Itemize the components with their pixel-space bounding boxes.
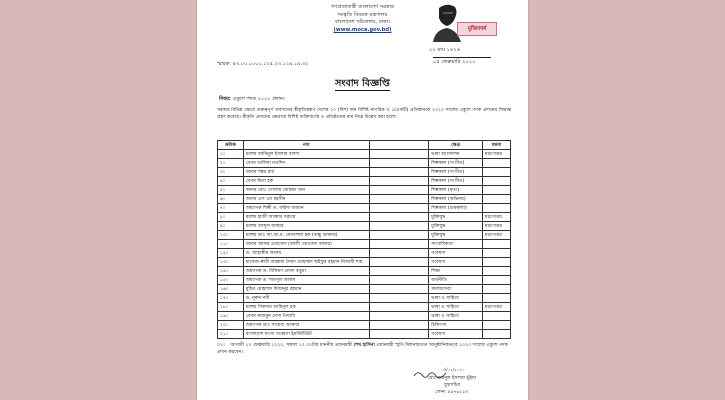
row-serial: ৬। xyxy=(218,195,244,204)
row-serial: ১১। xyxy=(218,240,244,249)
table-row xyxy=(218,150,511,159)
paragraph-number: ০২। xyxy=(217,343,225,348)
row-blank xyxy=(369,186,428,195)
row-name: অধ্যাপক ড. শামসুল আলম xyxy=(243,276,369,285)
signatory-designation: যুগ্মসচিব xyxy=(444,383,460,388)
row-blank xyxy=(369,321,428,330)
row-blank xyxy=(369,258,428,267)
row-remark: মরণোত্তর xyxy=(483,222,511,231)
row-field: শিল্পকলা (সংগীত) xyxy=(429,159,483,168)
signature-date: ০৫/০২/২০২০ xyxy=(441,367,465,372)
table-header-row xyxy=(218,141,511,150)
row-remark xyxy=(483,285,511,294)
table-row xyxy=(218,321,511,330)
table-row xyxy=(218,186,511,195)
row-remark xyxy=(483,177,511,186)
closing-text-after: প্রধানমন্ত্রী স্মৃতি মিলনায়তনে আনুষ্ঠানিকভাবে ২০২০ সালের একুশে পদক প্রদান করবেন। xyxy=(217,343,508,356)
row-serial: ১৫। xyxy=(218,276,244,285)
row-name: অধ্যাপক ডাঃ সায়েবা আক্তার xyxy=(243,321,369,330)
intro-paragraph: সরকার বিভিন্ন ক্ষেত্রে গুরুত্বপূর্ণ অবদানের স্বীকৃতিস্বরূপ দেশের ২০ (বিশ) জন বিশিষ্ট নাগরিক ও ১(একটি) প্রতিষ্ঠানকে ২০২০ সালের একুশে পদক প্রদানের সিদ্ধান্ত গ্রহণ করেছে। স্বীকৃতি প্রদানের ক্ষেত্রসহ বিশিষ্ট ব্যক্তিবর্গের ও প্রতিষ্ঠানের নাম নিম্নে উল্লেখ করা হলো: xyxy=(217,108,511,121)
header-serial: ক্রমিক xyxy=(218,141,244,150)
row-name: জনাব মোঃ গোলাম মোস্তফা খান xyxy=(243,186,369,195)
row-field: গবেষণা xyxy=(429,258,483,267)
row-name: বেগম নাজমুন নেসা পিয়ারি xyxy=(243,312,369,321)
table-row xyxy=(218,222,511,231)
row-blank xyxy=(369,330,428,339)
row-name: মরহুম আমিনুল ইসলাম বাদশা xyxy=(243,150,369,159)
header-blank xyxy=(369,141,428,150)
row-serial: ১। xyxy=(218,150,244,159)
table-row xyxy=(218,267,511,276)
row-name: বেগম ডালিয়া নওশিন xyxy=(243,159,369,168)
prime-minister-name: শেখ হাসিনা xyxy=(353,343,375,348)
row-blank xyxy=(369,195,428,204)
row-serial: ১৭। xyxy=(218,294,244,303)
row-remark xyxy=(483,294,511,303)
row-field: ভাষা ও সাহিত্য xyxy=(429,294,483,303)
row-name: মরহুম আব্দুল জব্বার xyxy=(243,222,369,231)
closing-text-before: আগামী ২০ ফেব্রুয়ারি ২০২০, সকাল ১০.৩০টায় মাননীয় প্রধানমন্ত্রী xyxy=(230,343,354,348)
table-row xyxy=(218,276,511,285)
table-row xyxy=(218,195,511,204)
row-name: ড. জাহাঙ্গীর আলম xyxy=(243,249,369,258)
row-blank xyxy=(369,222,428,231)
table-row xyxy=(218,312,511,321)
row-field: শিল্পকলা (অভিনয়) xyxy=(429,195,483,204)
row-name: জনাব জাফর ওয়াজেদ (আলী ওয়াজেদ জাফর) xyxy=(243,240,369,249)
table-row xyxy=(218,285,511,294)
table-row xyxy=(218,204,511,213)
header-government-name: গণপ্রজাতন্ত্রী বাংলাদেশ সরকার xyxy=(331,4,394,10)
header-remark: মন্তব্য xyxy=(483,141,511,150)
table-row xyxy=(218,213,511,222)
row-remark xyxy=(483,186,511,195)
row-field: শিল্পকলা (সংগীত) xyxy=(429,168,483,177)
row-remark xyxy=(483,330,511,339)
table-row xyxy=(218,294,511,303)
row-remark xyxy=(483,267,511,276)
subject-line xyxy=(219,96,285,104)
row-blank xyxy=(369,204,428,213)
row-serial: ১৪। xyxy=(218,267,244,276)
row-field: শিক্ষা xyxy=(429,267,483,276)
row-field: শিল্পকলা (নৃত্য) xyxy=(429,186,483,195)
row-blank xyxy=(369,294,428,303)
row-serial: ১৬। xyxy=(218,285,244,294)
award-recipients-table xyxy=(217,140,511,339)
row-name: হাফেজ-ক্বারী আল্লামা সৈয়দ মোহাম্মদ ছাইফুর রহমান নিজামী শাহ xyxy=(243,258,369,267)
table-row xyxy=(218,249,511,258)
row-field: অর্থনীতি xyxy=(429,276,483,285)
row-serial: ২০। xyxy=(218,321,244,330)
table-row xyxy=(218,303,511,312)
press-release-document xyxy=(197,0,528,400)
row-field: সমাজসেবা xyxy=(429,285,483,294)
row-blank xyxy=(369,168,428,177)
row-blank xyxy=(369,312,428,321)
row-remark xyxy=(483,258,511,267)
table-row xyxy=(218,330,511,339)
row-name: বাংলাদেশ মৎস্য গবেষণা ইনস্টিটিউট xyxy=(243,330,369,339)
row-blank xyxy=(369,177,428,186)
row-field: মুক্তিযুদ্ধ xyxy=(429,222,483,231)
row-blank xyxy=(369,159,428,168)
row-serial: ১০। xyxy=(218,231,244,240)
row-name: মরহুম ডাঃ আ.আ.ম. মেসবাহুল হক (বাচ্চু ডাক্তার) xyxy=(243,231,369,240)
row-serial: ৮। xyxy=(218,213,244,222)
row-name: মরহুম হাজী আক্তার সরদার xyxy=(243,213,369,222)
signatory-phone: ফোন: ৯৫৭৬১৮০ xyxy=(435,390,469,395)
row-serial: ৯। xyxy=(218,222,244,231)
subject-text: একুশে পদক ২০২০ প্রদান। xyxy=(232,96,285,102)
signatory-name: মোঃ জয়নুল ইসলাম ভূঁইয়া xyxy=(427,376,477,381)
table-row xyxy=(218,168,511,177)
row-remark xyxy=(483,159,511,168)
date-english: ০৫ ফেব্রুয়ারি ২০২০ xyxy=(433,57,491,66)
row-blank xyxy=(369,150,428,159)
row-remark xyxy=(483,276,511,285)
row-blank xyxy=(369,231,428,240)
table-row xyxy=(218,240,511,249)
row-name: মুহিত মোহাম্মদ মিজানুর রহমান xyxy=(243,285,369,294)
closing-paragraph xyxy=(217,342,511,356)
table-row xyxy=(218,177,511,186)
row-name: মরহুম সিকদার আমিনুল হক xyxy=(243,303,369,312)
row-field: মুক্তিযুদ্ধ xyxy=(429,231,483,240)
header-name: নাম xyxy=(243,141,369,150)
row-blank xyxy=(369,213,428,222)
row-remark xyxy=(483,195,511,204)
row-field: শিল্পকলা (চারুকলা) xyxy=(429,204,483,213)
date-bangla: ২২ মাঘ ১৪২৬ xyxy=(429,47,461,53)
row-serial: ১৮। xyxy=(218,303,244,312)
row-field: গবেষণা xyxy=(429,249,483,258)
table-body xyxy=(218,150,511,339)
document-title-text: সংবাদ বিজ্ঞপ্তি xyxy=(335,78,390,89)
row-blank xyxy=(369,276,428,285)
row-field: মুক্তিযুদ্ধ xyxy=(429,213,483,222)
row-serial: ৪। xyxy=(218,177,244,186)
table-row xyxy=(218,258,511,267)
row-remark: মরণোত্তর xyxy=(483,231,511,240)
table-row xyxy=(218,231,511,240)
signatory-block xyxy=(397,375,507,396)
row-serial: ৭। xyxy=(218,204,244,213)
row-remark xyxy=(483,321,511,330)
row-blank xyxy=(369,249,428,258)
row-name: ড. নূরুন নবী xyxy=(243,294,369,303)
row-blank xyxy=(369,285,428,294)
row-remark xyxy=(483,312,511,321)
row-remark: মরণোত্তর xyxy=(483,150,511,159)
subject-label: বিষয়: xyxy=(219,96,231,102)
row-serial: ১৩। xyxy=(218,258,244,267)
document-title xyxy=(197,77,528,92)
row-remark xyxy=(483,204,511,213)
table-row xyxy=(218,159,511,168)
ministry-website-link[interactable]: (www.moca.gov.bd) xyxy=(333,26,392,33)
header-secretariat: বাংলাদেশ সচিবালয়, ঢাকা। xyxy=(334,19,391,26)
row-field: ভাষা আন্দোলন xyxy=(429,150,483,159)
row-blank xyxy=(369,267,428,276)
row-serial: ২১। xyxy=(218,330,244,339)
mujib-borsho-logo: মুজিববর্ষ xyxy=(457,22,497,36)
header-ministry-name: সংস্কৃতি বিষয়ক মন্ত্রণালয় xyxy=(337,11,388,18)
row-name: জনাব শঙ্কর রায় xyxy=(243,168,369,177)
row-field: গবেষণা xyxy=(429,330,483,339)
row-serial: ২। xyxy=(218,159,244,168)
row-remark xyxy=(483,168,511,177)
header-field: ক্ষেত্র xyxy=(429,141,483,150)
row-remark xyxy=(483,249,511,258)
row-field: শিল্পকলা (সংগীত) xyxy=(429,177,483,186)
row-serial: ১২। xyxy=(218,249,244,258)
row-field: সাংবাদিকতা xyxy=(429,240,483,249)
row-remark: মরণোত্তর xyxy=(483,303,511,312)
memo-number: স্মারক: ৪৩.০০.০০০০.১২৫.২৩.১২৯.১৯.৩২ xyxy=(217,61,309,67)
row-field: ভাষা ও সাহিত্য xyxy=(429,312,483,321)
row-remark xyxy=(483,240,511,249)
row-field: ভাষা ও সাহিত্য xyxy=(429,303,483,312)
row-field: চিকিৎসা xyxy=(429,321,483,330)
row-blank xyxy=(369,303,428,312)
row-name: অধ্যাপক শিল্পী ড. ফরিদা জামান xyxy=(243,204,369,213)
row-name: বেগম মিতা হক xyxy=(243,177,369,186)
row-name: অধ্যাপক ড. বিকিরণ প্রসাদ বড়ুয়া xyxy=(243,267,369,276)
row-serial: ৫। xyxy=(218,186,244,195)
row-serial: ৩। xyxy=(218,168,244,177)
row-remark: মরণোত্তর xyxy=(483,213,511,222)
row-name: জনাব এস এম মহসীন xyxy=(243,195,369,204)
row-serial: ১৯। xyxy=(218,312,244,321)
row-blank xyxy=(369,240,428,249)
